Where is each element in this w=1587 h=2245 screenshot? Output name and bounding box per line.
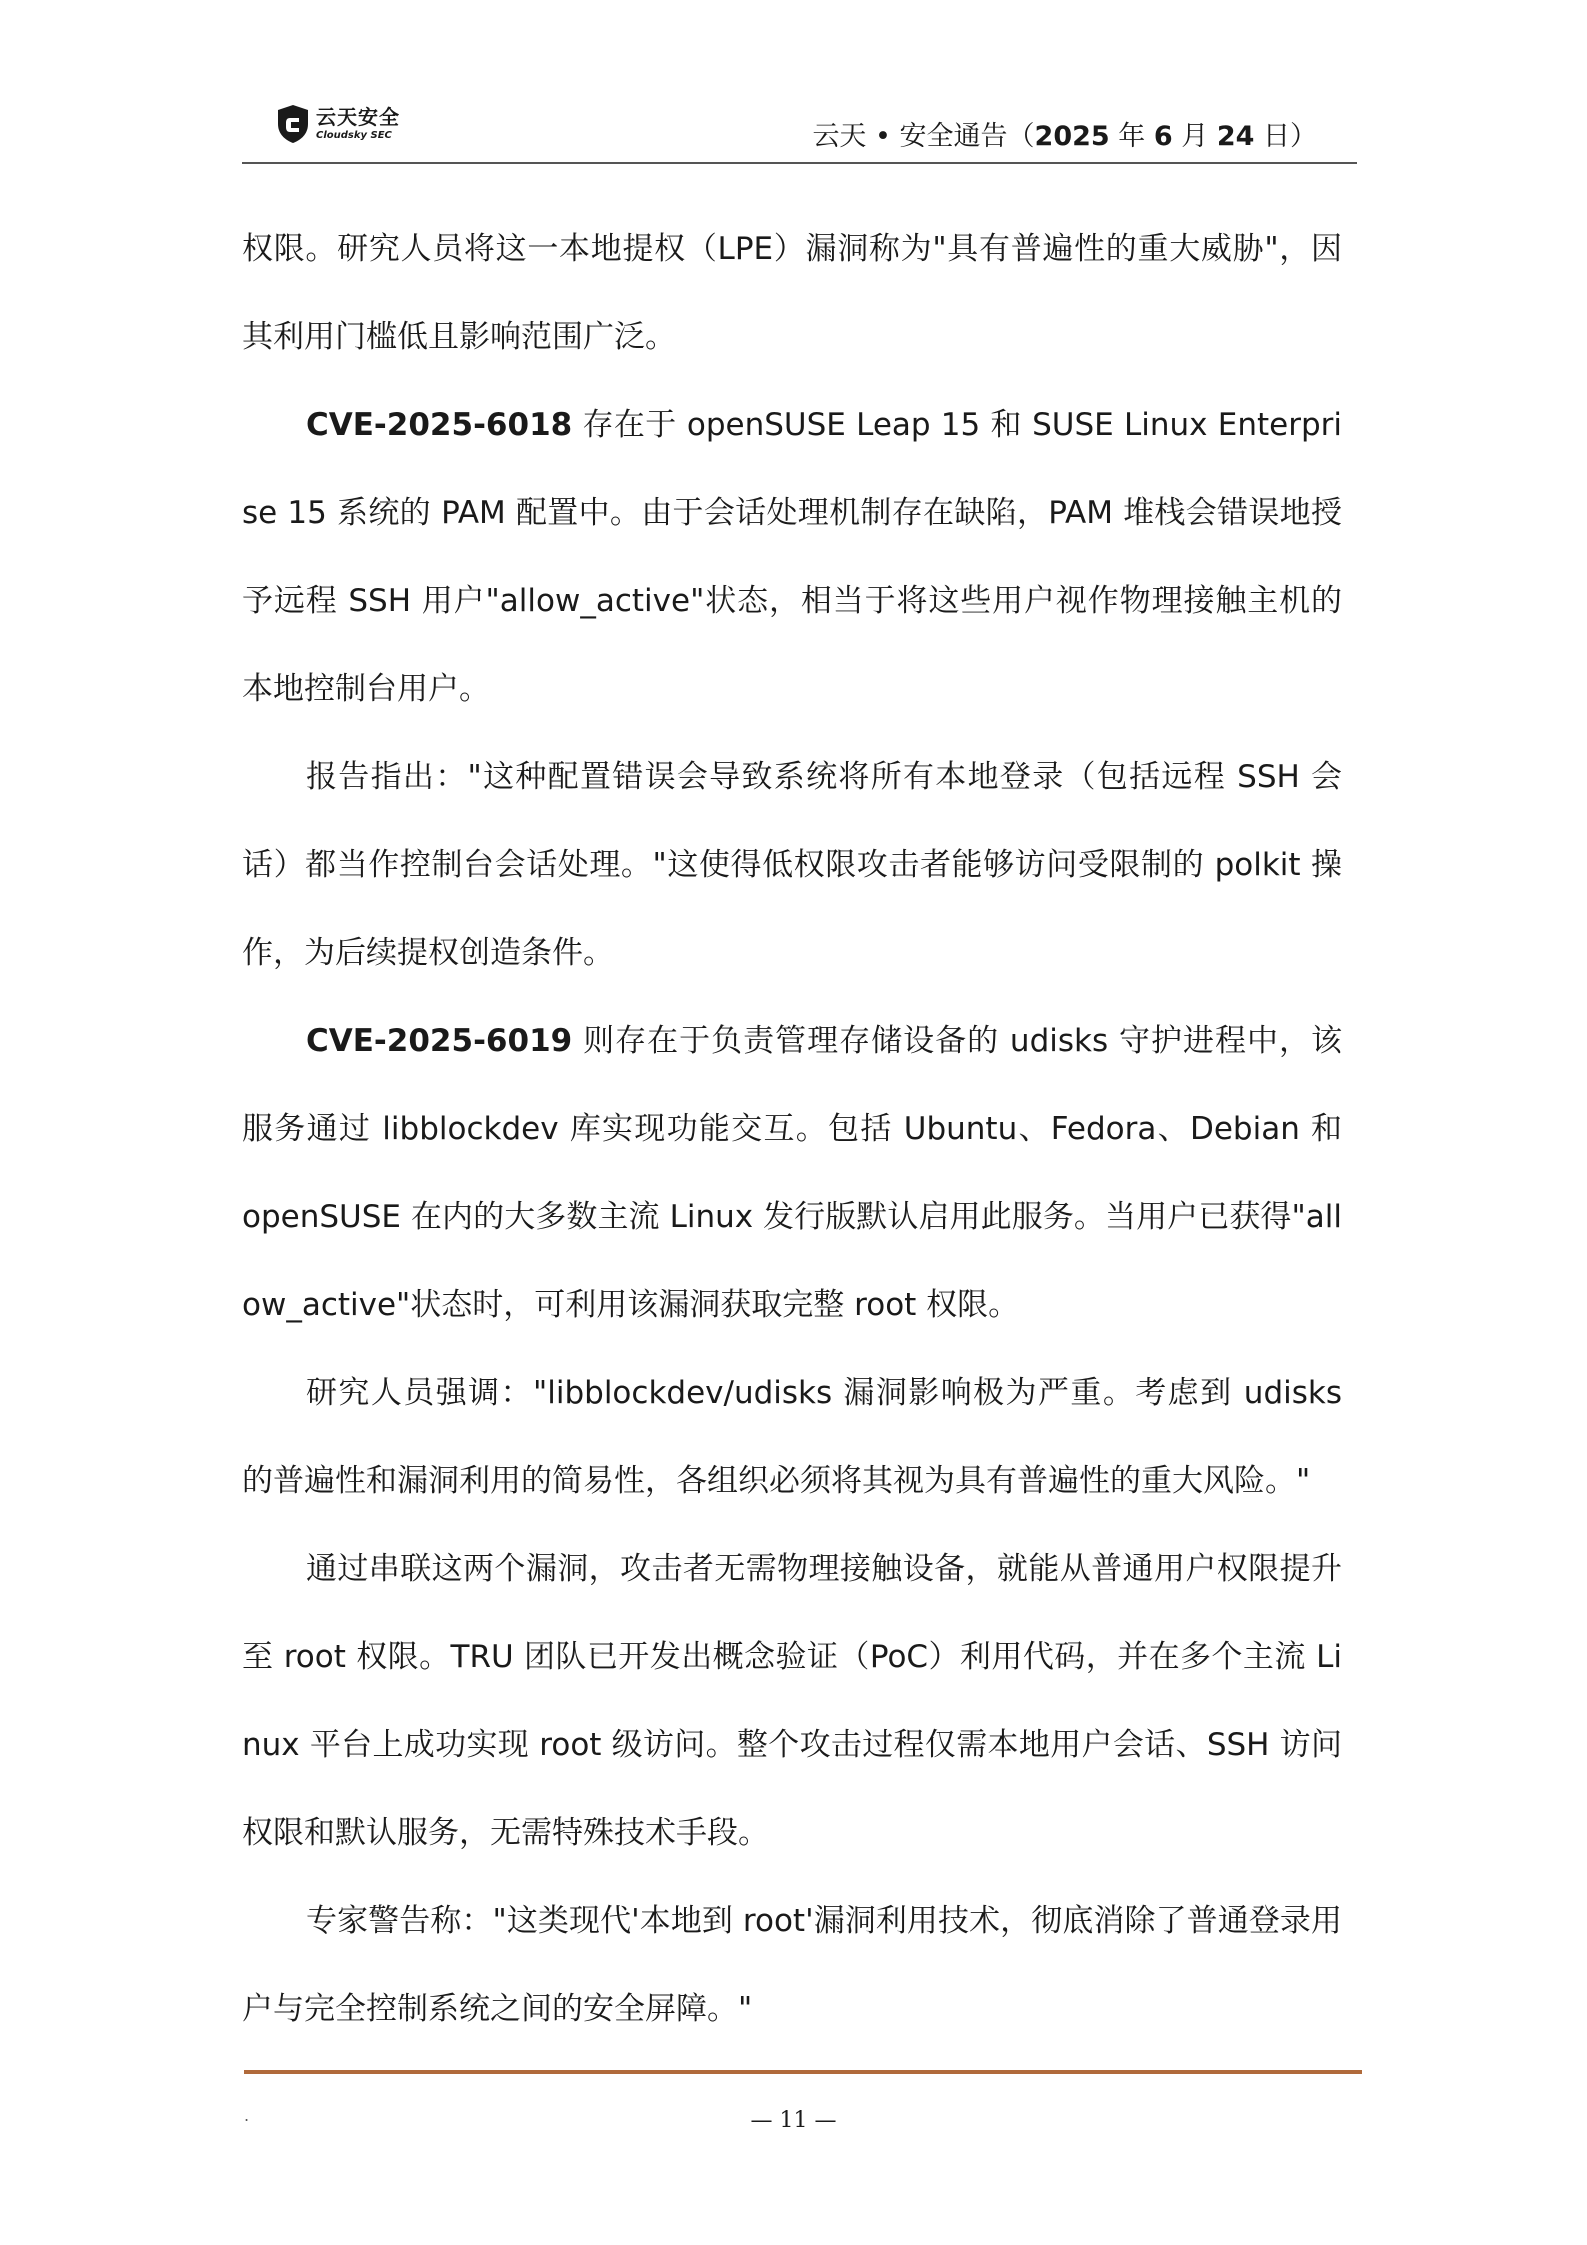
page-header (242, 92, 1357, 164)
logo-chinese-name: 云天安全 (316, 105, 400, 129)
bulletin-title: 云天 • 安全通告（2025 年 6 月 24 日） (812, 121, 1317, 152)
bulletin-year: 2025 (1034, 121, 1110, 152)
footer-divider (244, 2070, 1362, 2074)
paragraph-report-quote: 报告指出："这种配置错误会导致系统将所有本地登录（包括远程 SSH 会话）都当作控制台会话处理。"这使得低权限攻击者能够访问受限制的 polkit 操作，为后续提权创造条件。 (242, 759, 1342, 971)
cve-id: CVE-2025-6018 (306, 407, 573, 443)
page-number: — 11 — (750, 2108, 837, 2133)
bulletin-day: 24 (1216, 121, 1255, 152)
paragraph-exploit-chain: 通过串联这两个漏洞，攻击者无需物理接触设备，就能从普通用户权限提升至 root 权限。TRU 团队已开发出概念验证（PoC）利用代码，并在多个主流 Linux 平台上成功实现 root 级访问。整个攻击过程仅需本地用户会话、SSH 访问权限和默认服务，无需特殊技术手段。 (242, 1551, 1342, 1851)
cloudsky-logo (276, 100, 400, 148)
article-body (242, 205, 1342, 2053)
cve-id: CVE-2025-6019 (306, 1023, 573, 1059)
shield-logo-icon (276, 104, 310, 144)
paragraph-cve-2025-6018: CVE-2025-6018 存在于 openSUSE Leap 15 和 SUSE Linux Enterprise 15 系统的 PAM 配置中。由于会话处理机制存在缺陷，PAM 堆栈会错误地授予远程 SSH 用户"allow_active"状态，相当于将这些用户视作物理接触主机的本地控制台用户。 (242, 407, 1342, 707)
paragraph-cve-2025-6019: CVE-2025-6019 则存在于负责管理存储设备的 udisks 守护进程中，该服务通过 libblockdev 库实现功能交互。包括 Ubuntu、Fedora、Debian 和 openSUSE 在内的大多数主流 Linux 发行版默认启用此服务。当用户已获得"allow_active"状态时，可利用该漏洞获取完整 root 权限。 (242, 1023, 1342, 1323)
paragraph-lpe-continuation: 权限。研究人员将这一本地提权（LPE）漏洞称为"具有普遍性的重大威胁"，因其利用门槛低且影响范围广泛。 (242, 231, 1342, 355)
bulletin-month: 6 (1153, 121, 1173, 152)
paragraph-expert-warning: 专家警告称："这类现代'本地到 root'漏洞利用技术，彻底消除了普通登录用户与完全控制系统之间的安全屏障。" (242, 1903, 1342, 2027)
logo-english-name: Cloudsky SEC (316, 130, 392, 141)
paragraph-researcher-emphasis: 研究人员强调："libblockdev/udisks 漏洞影响极为严重。考虑到 udisks 的普遍性和漏洞利用的简易性，各组织必须将其视为具有普遍性的重大风险。" (242, 1375, 1342, 1499)
footer-dot: . (244, 2106, 250, 2125)
